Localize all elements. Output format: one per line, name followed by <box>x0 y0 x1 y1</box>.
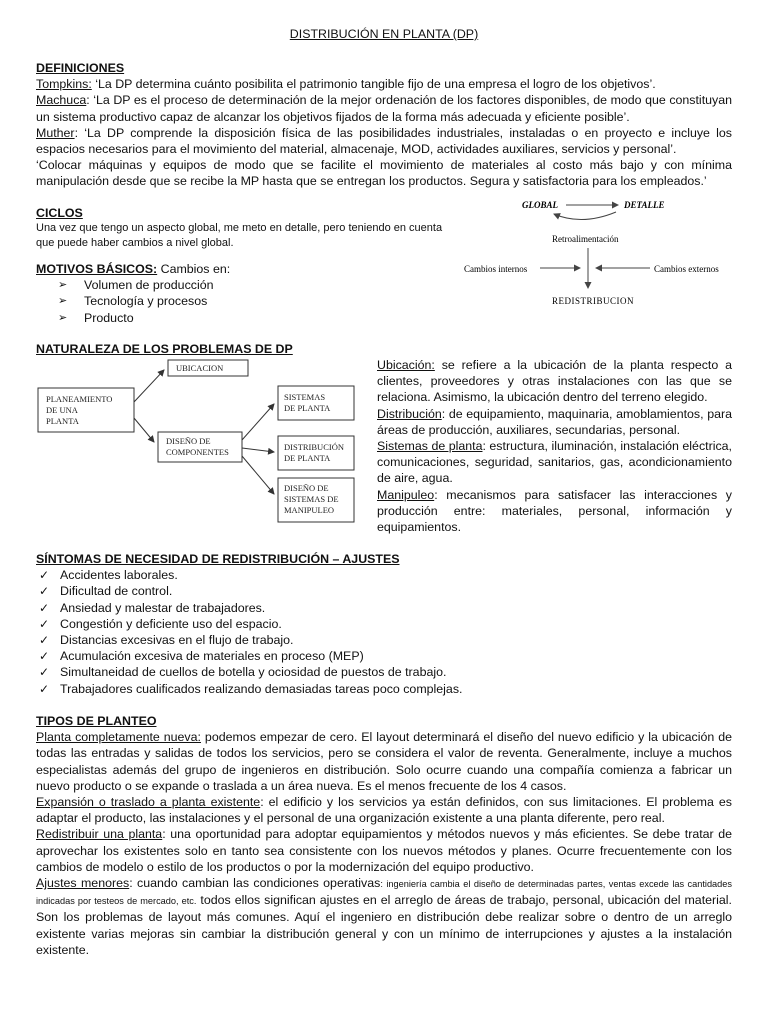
definiciones-section <box>36 60 732 190</box>
detalle-label: DETALLE <box>624 200 665 210</box>
manipuleo-line1: DISEÑO DE <box>284 483 329 493</box>
manipuleo-line3: MANIPULEO <box>284 505 335 515</box>
ciclos-section <box>36 205 448 251</box>
naturaleza-diagram <box>34 356 374 526</box>
list-item: ✓ Accidentes laborales. <box>36 567 732 583</box>
nueva-text: podemos empezar de cero. El layout determinará el diseño del nuevo edificio y la ubicación de todas las entradas y salidas de todos los servicios, pero se considera el valor de reventa. Generalmente, incluye a muchos especialistas además del grupo de ingenieros en distribución. Solo ocurre cuando una compañía comienza a fabricar un nuevo producto o se expande o traslada a un área nueva. Es el menos frecuente de los 4 casos. <box>36 730 732 793</box>
definiciones-heading: DEFINICIONES <box>36 61 125 75</box>
ajustes-label: Ajustes menores <box>36 876 130 891</box>
tompkins-label: Tompkins: <box>36 77 92 92</box>
def-ubicacion <box>377 357 732 406</box>
list-item: ➢ Producto <box>36 310 436 326</box>
ubicacion-text: se refiere a la ubicación de la planta respecto a clientes, proveedores y otras instalaciones con las que se relaciona. Asimismo, la ubicación dentro del terreno elegido. <box>377 358 732 405</box>
machuca-text: : ‘La DP es el proceso de determinación de la mejor ordenación de los factores disponibles, de modo que constituyan un sistema productivo capaz de alcanzar los objetivos fijados de la forma más adecuada y eficiente posible’. <box>36 93 732 124</box>
ajustes-text1: : cuando cambian las condiciones operativas <box>129 876 381 891</box>
manipuleo-line2: SISTEMAS DE <box>284 494 339 504</box>
motivos-line <box>36 261 436 277</box>
def-machuca <box>36 92 732 124</box>
redistribucion-label: REDISTRIBUCION <box>552 296 635 306</box>
global-label: GLOBAL <box>522 200 558 210</box>
sintomas-heading: SÍNTOMAS DE NECESIDAD DE REDISTRIBUCIÓN – AJUSTES <box>36 552 400 566</box>
def-tompkins <box>36 76 732 92</box>
retro-label: Retroalimentación <box>552 234 619 244</box>
tipo-ajustes <box>36 875 732 958</box>
ubicacion-box-label: UBICACION <box>176 363 224 373</box>
ciclos-heading: CICLOS <box>36 206 83 220</box>
list-item: ➢ Volumen de producción <box>36 277 436 293</box>
diseno-line2: COMPONENTES <box>166 447 229 457</box>
ajustes-small: : ingeniería cambia el diseño de determinadas partes, ventas excede las cantidades indicadas por testeos de mercado, etc. <box>36 879 732 907</box>
tipo-redistribuir <box>36 826 732 875</box>
distribucion-line2: DE PLANTA <box>284 453 331 463</box>
machuca-label: Machuca <box>36 93 87 108</box>
motivos-heading: MOTIVOS BÁSICOS: <box>36 262 158 276</box>
redistribuir-text: : una oportunidad para adoptar equipamientos y métodos nuevos y más eficientes. Se debe tratar de aprovechar los existentes solo en tanto sea consistente con los nuevos métodos y planes. Ocurre frecuentemente con los cambios de modelo o estilo de los productos o por la modernización del equipo productivo. <box>36 827 733 874</box>
list-item: ➢ Tecnología y procesos <box>36 293 436 309</box>
ubicacion-label: Ubicación: <box>377 358 435 372</box>
manipuleo-text: : mecanismos para satisfacer las interacciones y producción entre: materiales, personal, información y equipamientos. <box>377 487 732 535</box>
motivos-section <box>36 261 436 326</box>
list-item: ✓ Trabajadores cualificados realizando demasiadas tareas poco complejas. <box>36 681 732 697</box>
tipo-nueva <box>36 729 732 794</box>
naturaleza-definitions <box>377 357 732 535</box>
sistemas-label: Sistemas de planta <box>377 439 483 454</box>
muther-text: : ‘La DP comprende la disposición física de las posibilidades industriales, instaladas o en proyecto e incluye los espacios necesarios para el movimiento del material, almacenaje, MOD, actividades auxiliares, servicios y personal’. <box>36 125 732 157</box>
externos-label: Cambios externos <box>654 264 719 274</box>
ciclos-diagram <box>456 190 746 315</box>
distribucion-line1: DISTRIBUCIÓN <box>284 442 344 452</box>
redistribuir-label: Redistribuir una planta <box>36 827 163 842</box>
muther-label: Muther <box>36 125 75 140</box>
distribucion-label: Distribución <box>377 406 442 421</box>
tompkins-text: ‘La DP determina cuánto posibilita el patrimonio tangible fijo de una empresa el logro de los objetivos’. <box>91 77 656 92</box>
nueva-label: Planta completamente nueva: <box>36 730 201 745</box>
def-muther <box>36 125 732 157</box>
feedback-arrow <box>554 212 616 220</box>
manipuleo-label: Manipuleo <box>377 487 435 502</box>
tipo-expansion <box>36 794 732 826</box>
list-item: ✓ Acumulación excesiva de materiales en proceso (MEP) <box>36 648 732 664</box>
page-title: DISTRIBUCIÓN EN PLANTA (DP) <box>289 27 479 41</box>
def-distribucion <box>377 406 732 438</box>
sistemas-line2: DE PLANTA <box>284 403 331 413</box>
planeamiento-line2: DE UNA <box>46 405 78 415</box>
list-item: ✓ Distancias excesivas en el flujo de trabajo. <box>36 632 732 648</box>
tipos-heading: TIPOS DE PLANTEO <box>36 714 157 728</box>
sintomas-section <box>36 551 732 697</box>
internos-label: Cambios internos <box>464 264 528 274</box>
motivos-intro: Cambios en: <box>157 262 231 276</box>
ajustes-text2: todos ellos significan ajustes en el arreglo de áreas de trabajo, personal, ubicación del material. Son los problemas de layout más comunes. Aquí el ingeniero en distribución debe realizar sobre o dentro de un arreglo existente varias mejoras sin cambiar la distribución general y con un mínimo de interrupciones y ajustes a la instalación existente. <box>36 893 732 957</box>
distribucion-text: : de equipamiento, maquinaria, amoblamientos, para áreas de producción, auxiliares, secundarias, personal. <box>377 406 732 437</box>
expansion-text: : el edificio y los servicios ya están definidos, con sus limitaciones. El problema es adaptar el producto, las instalaciones y el personal de una organización existente a una planta diferente, pero real. <box>36 795 732 826</box>
list-item: ✓ Simultaneidad de cuellos de botella y ociosidad de puestos de trabajo. <box>36 664 732 680</box>
list-item: ✓ Dificultad de control. <box>36 583 732 599</box>
ciclos-text: Una vez que tengo un aspecto global, me meto en detalle, pero teniendo en cuenta que puede haber cambios a nivel global. <box>36 222 443 250</box>
list-item: ✓ Ansiedad y malestar de trabajadores. <box>36 600 732 616</box>
sistemas-text: : estructura, iluminación, instalación eléctrica, comunicaciones, seguridad, sanitarios, gas, acondicionamiento de aire, agua. <box>377 439 732 486</box>
motivos-list <box>36 277 436 326</box>
naturaleza-heading: NATURALEZA DE LOS PROBLEMAS DE DP <box>36 342 293 356</box>
planeamiento-line1: PLANEAMIENTO <box>46 394 113 404</box>
diseno-line1: DISEÑO DE <box>166 436 211 446</box>
def-extra: ‘Colocar máquinas y equipos de modo que se facilite el movimiento de materiales al costo más bajo y con mínima manipulación desde que se recibe la MP hasta que se entregan los productos. Segura y satisfactoria para los empleados.’ <box>36 158 732 189</box>
sistemas-line1: SISTEMAS <box>284 392 326 402</box>
planeamiento-line3: PLANTA <box>46 416 79 426</box>
def-manipuleo <box>377 487 732 536</box>
sintomas-list <box>36 567 732 697</box>
list-item: ✓ Congestión y deficiente uso del espacio. <box>36 616 732 632</box>
tipos-section <box>36 713 732 958</box>
expansion-label: Expansión o traslado a planta existente <box>36 795 261 810</box>
def-sistemas <box>377 438 732 487</box>
